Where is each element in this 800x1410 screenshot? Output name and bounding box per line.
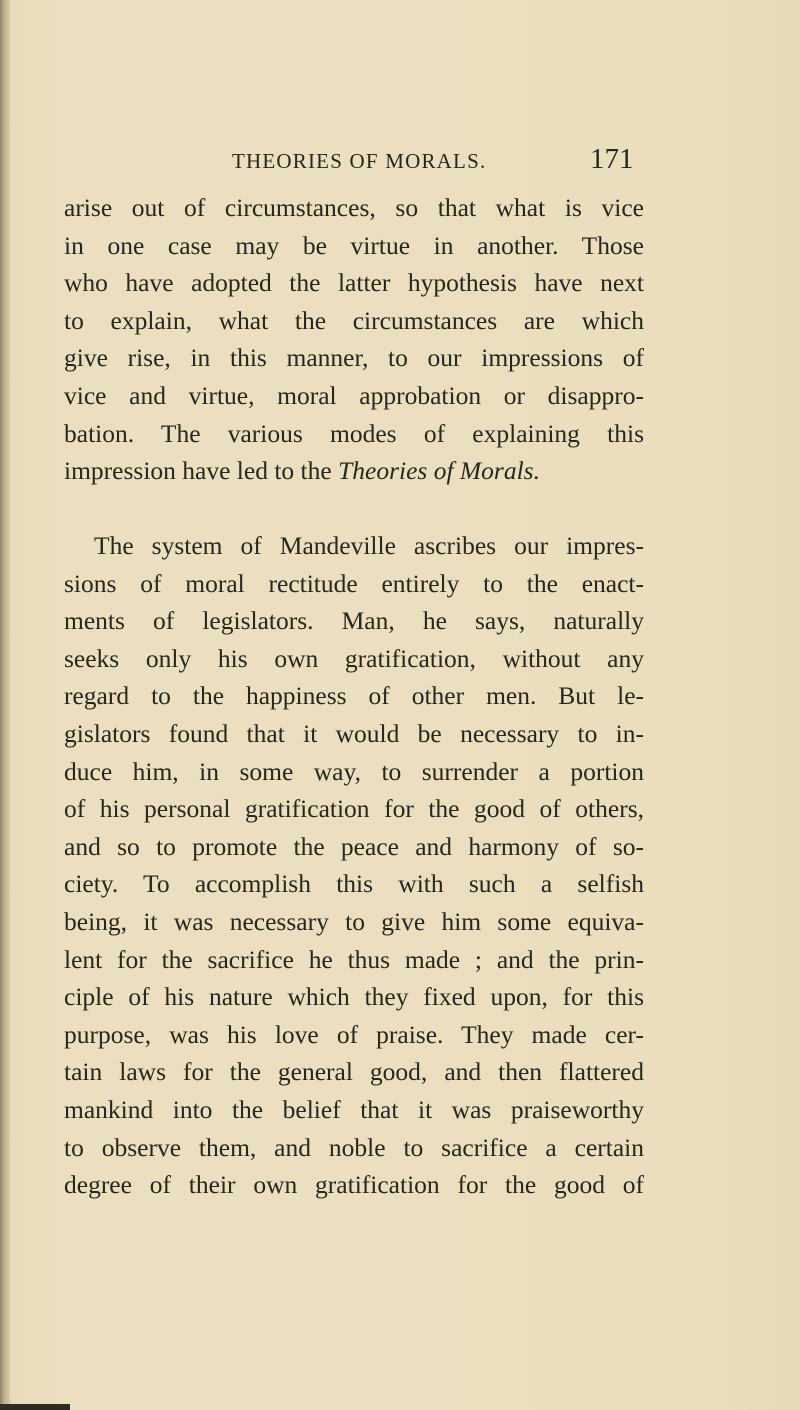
- page-bottom-edge: [0, 1404, 70, 1410]
- paragraph-last-line: [64, 452, 644, 490]
- paragraph-line: being, it was necessary to give him some equiva-: [64, 906, 644, 936]
- paragraph-line: sions of moral rectitude entirely to the enact-: [64, 568, 644, 598]
- paragraph-line: gislators found that it would be necessary to in-: [64, 718, 644, 748]
- page-spine-edge: [0, 0, 10, 1410]
- paragraph-line: ments of legislators. Man, he says, naturally: [64, 606, 644, 636]
- paragraph-line: bation. The various modes of explaining this: [64, 418, 644, 448]
- book-title-italic: Theories of Morals.: [338, 456, 540, 486]
- paragraph-line: tain laws for the general good, and then flattered: [64, 1057, 644, 1087]
- paragraph-2: [64, 527, 644, 1204]
- paragraph-line: in one case may be virtue in another. Those: [64, 230, 644, 260]
- paragraph-line: to explain, what the circumstances are which: [64, 305, 644, 335]
- paragraph-line: of his personal gratification for the good of others,: [64, 794, 644, 824]
- paragraph-line: purpose, was his love of praise. They made cer-: [64, 1019, 644, 1049]
- paragraph-line: vice and virtue, moral approbation or disappro-: [64, 380, 644, 410]
- paragraph-line: arise out of circumstances, so that what is vice: [64, 193, 644, 222]
- paragraph-line: give rise, in this manner, to our impressions of: [64, 343, 644, 373]
- running-head: [232, 143, 672, 177]
- paragraph-line: and so to promote the peace and harmony of so-: [64, 831, 644, 861]
- paragraph-line: regard to the happiness of other men. But le-: [64, 681, 644, 711]
- page-number: 171: [590, 143, 634, 175]
- paragraph-line: duce him, in some way, to surrender a portion: [64, 756, 644, 786]
- paragraph-line: seeks only his own gratification, without any: [64, 643, 644, 673]
- paragraph-line: degree of their own gratification for the good of: [64, 1170, 644, 1200]
- paragraph-first-line: The system of Mandeville ascribes our impres-: [94, 531, 644, 560]
- running-head-title: THEORIES OF MORALS.: [232, 149, 487, 173]
- paragraph-line-text: impression have led to the: [64, 456, 339, 486]
- paragraph-line: to observe them, and noble to sacrifice a certain: [64, 1132, 644, 1162]
- paragraph-1: [64, 189, 644, 490]
- paragraph-line: lent for the sacrifice he thus made ; and the prin-: [64, 944, 644, 974]
- paragraph-line: mankind into the belief that it was praiseworthy: [64, 1094, 644, 1124]
- paragraph-line: ciety. To accomplish this with such a selfish: [64, 869, 644, 899]
- paragraph-line: who have adopted the latter hypothesis have next: [64, 268, 644, 298]
- paragraph-line: ciple of his nature which they fixed upon, for this: [64, 982, 644, 1012]
